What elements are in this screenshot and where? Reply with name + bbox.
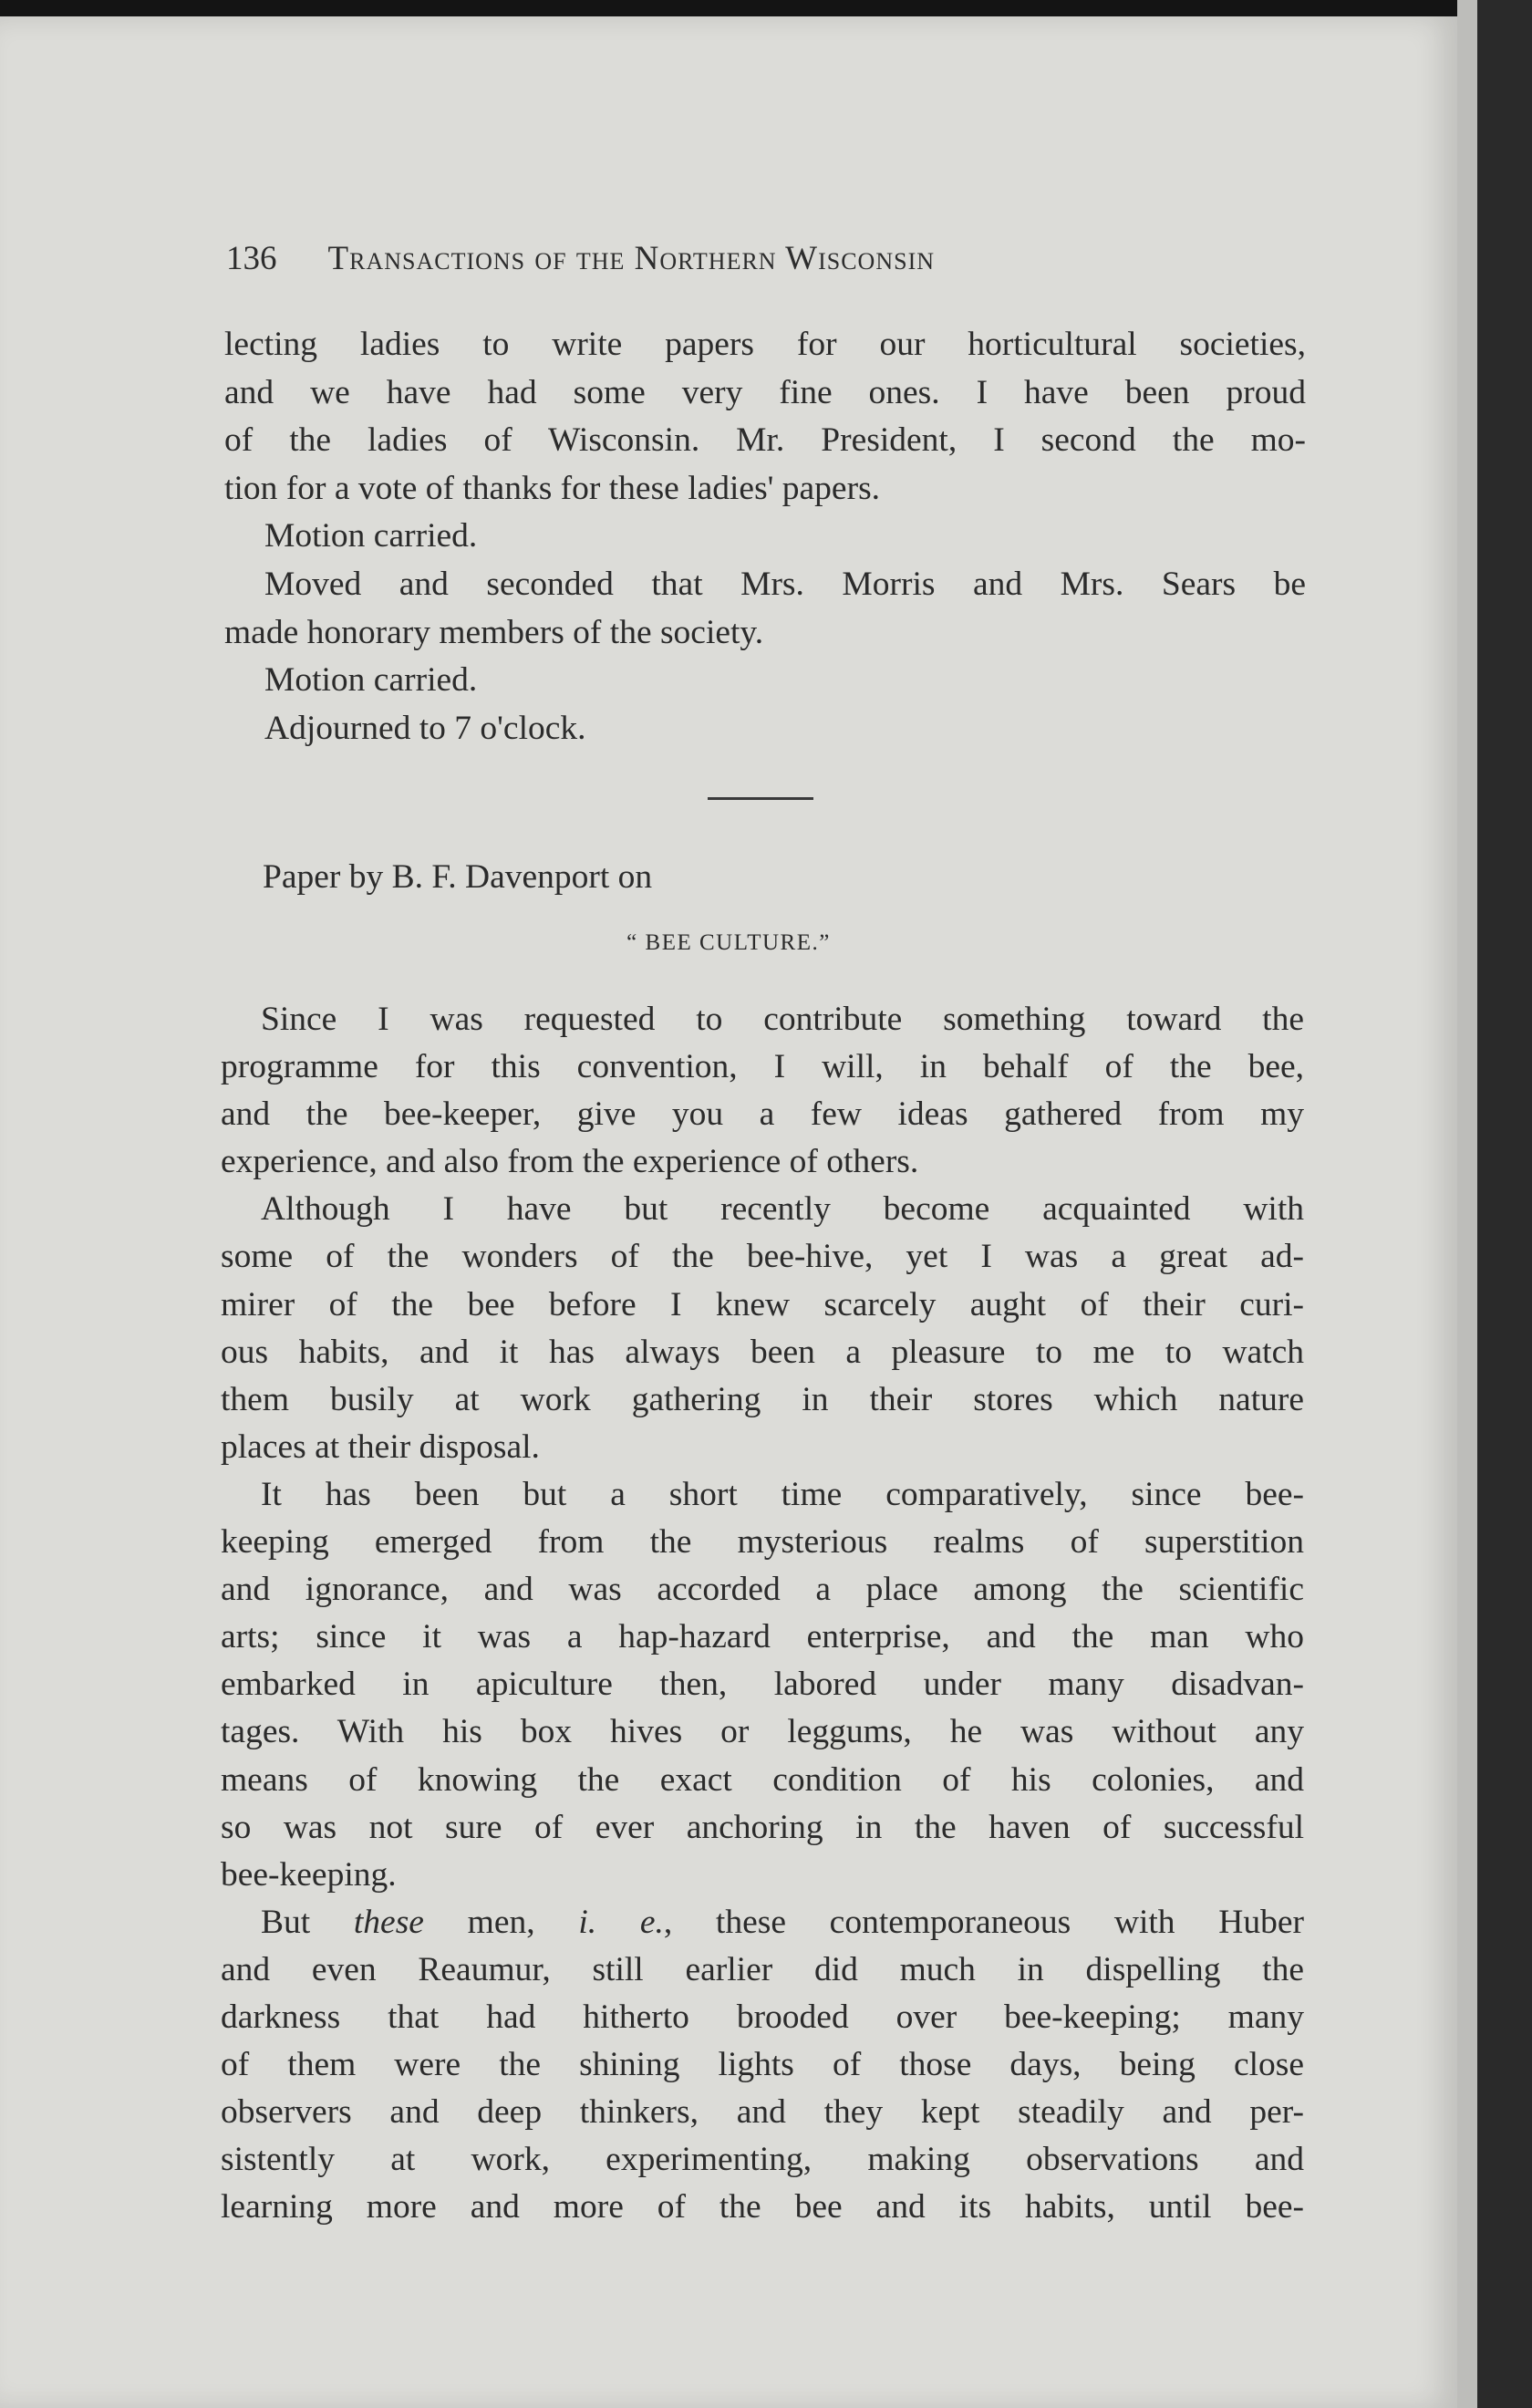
paragraph-line: mirer of the bee before I knew scarcely aught of their curi-: [221, 1285, 1304, 1323]
paragraph-line: experience, and also from the experience of others.: [221, 1143, 919, 1181]
paragraph-line: bee-keeping.: [221, 1855, 397, 1894]
paragraph-line: them busily at work gathering in their stores which nature: [221, 1380, 1304, 1418]
running-head-title: Transactions of the Northern Wisconsin: [327, 240, 935, 277]
text-line: Motion carried.: [264, 517, 478, 555]
paragraph-line: keeping emerged from the mysterious realms of superstition: [221, 1523, 1304, 1562]
text-line: tion for a vote of thanks for these ladies' papers.: [224, 469, 881, 507]
text-line: Moved and seconded that Mrs. Morris and Mrs. Sears be: [264, 565, 1306, 603]
paragraph-line: so was not sure of ever anchoring in the haven of successful: [221, 1808, 1304, 1846]
paragraph-line: means of knowing the exact condition of his colonies, and: [221, 1760, 1304, 1799]
paragraph-line: of them were the shining lights of those days, being close: [221, 2046, 1304, 2084]
running-head: [226, 239, 1193, 278]
paragraph-line: Since I was requested to contribute something toward the: [261, 1001, 1304, 1038]
scan-right-edge: [1477, 0, 1532, 2408]
text-line: Motion carried.: [264, 661, 478, 700]
paragraph-line: some of the wonders of the bee-hive, yet I was a great ad-: [221, 1238, 1304, 1276]
paragraph-line: and ignorance, and was accorded a place among the scientific: [221, 1571, 1304, 1609]
text-line: and we have had some very fine ones. I have been proud: [224, 373, 1306, 411]
paragraph-line: observers and deep thinkers, and they kept steadily and per-: [221, 2093, 1304, 2132]
paragraph-line: and the bee-keeper, give you a few ideas gathered from my: [221, 1095, 1304, 1134]
paragraph-line: arts; since it was a hap-hazard enterprise, and the man who: [221, 1618, 1304, 1656]
paragraph-line: darkness that had hitherto brooded over bee-keeping; many: [221, 1998, 1304, 2036]
paragraph-line: programme for this convention, I will, in behalf of the bee,: [221, 1048, 1304, 1086]
paragraph-line: places at their disposal.: [221, 1427, 540, 1466]
book-spine: [1457, 0, 1477, 2408]
text-line: made honorary members of the society.: [224, 613, 764, 651]
preamble-text: [224, 321, 1306, 752]
paragraph-line: tages. With his box hives or leggums, he was without any: [221, 1713, 1304, 1751]
paragraph-line: and even Reaumur, still earlier did much in dispelling the: [221, 1950, 1304, 1988]
paragraph-line: Although I have but recently become acquainted with: [261, 1190, 1304, 1229]
text-line: of the ladies of Wisconsin. Mr. President, I second the mo-: [224, 421, 1306, 460]
paragraph-line: embarked in apiculture then, labored under many disadvan-: [221, 1666, 1304, 1704]
paper-title: “ BEE CULTURE.”: [626, 930, 831, 955]
paragraph-line: It has been but a short time comparatively, since bee-: [261, 1475, 1304, 1513]
page-number: 136: [226, 240, 277, 277]
paper-body: [221, 996, 1304, 2231]
paragraph-line: But these men, i. e., these contemporaneous with Huber: [261, 1903, 1304, 1941]
paper-intro: Paper by B. F. Davenport on: [263, 858, 653, 896]
paragraph-line: sistently at work, experimenting, making observations and: [221, 2141, 1304, 2179]
section-divider: [708, 797, 813, 800]
text-line: Adjourned to 7 o'clock.: [264, 709, 586, 747]
paragraph-line: learning more and more of the bee and its habits, until bee-: [221, 2188, 1304, 2226]
paragraph-line: ous habits, and it has always been a pleasure to me to watch: [221, 1333, 1304, 1371]
text-line: lecting ladies to write papers for our horticultural societies,: [224, 326, 1306, 363]
